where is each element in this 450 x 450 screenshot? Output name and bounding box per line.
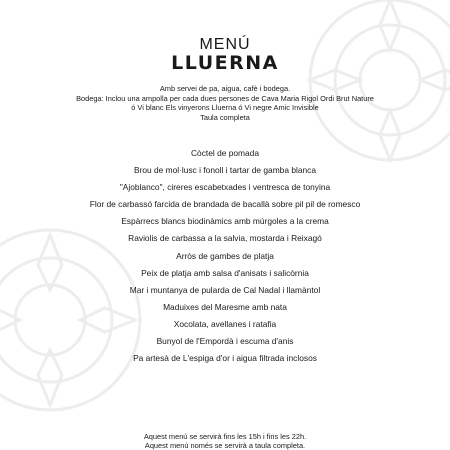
dish-item: Raviolis de carbassa a la salvia, mostarda i Reixagó [128, 233, 322, 244]
dish-list [0, 145, 450, 367]
dish-item: Flor de carbassó farcida de brandada de bacallà sobre pil pil de romesco [89, 199, 361, 210]
dish-item: Còctel de pomada [191, 148, 259, 158]
dish-item: Maduixes del Maresme amb nata [163, 301, 287, 312]
dish-item: "Ajoblanco", cireres escabetxades i ventresca de tonyina [119, 182, 331, 193]
dish-item: Peix de platja amb salsa d'anisats i salicòrnia [141, 267, 309, 278]
menu-footer [0, 432, 450, 450]
dish-item: Espàrrecs blancs biodinàmics amb múrgoles a la crema [121, 216, 329, 227]
intro-line: Bodega: Inclou una ampolla per cada dues persones de Cava Maria Rigol Ordi Brut Nature [76, 93, 374, 103]
dish-item: Brou de mol·lusc i fonoll i tartar de gamba blanca [133, 165, 317, 176]
dish-item: Arròs de gambes de platja [176, 250, 274, 261]
dish-item: Xocolata, avellanes i ratafia [173, 318, 277, 329]
dish-item: Pa artesà de L'espiga d'or i aigua filtrada inclosos [133, 353, 317, 364]
footer-line: Aquest menú només se servirà a taula completa. [144, 441, 306, 450]
intro-line: Amb servei de pa, aigua, cafè i bodega. [159, 84, 291, 93]
dish-item: Bunyol de l'Empordà i escuma d'anis [156, 336, 294, 347]
dish-item: Mar i muntanya de pularda de Cal Nadal i llamàntol [129, 284, 321, 295]
intro-line: ó Vi blanc Els vinyerons Lluerna ó Vi negre Amic Invisible [131, 103, 319, 112]
footer-line: Aquest menú se servirà fins les 15h i fins les 22h. [143, 432, 307, 441]
menu-intro [0, 84, 450, 122]
menu-title: MENÚ [199, 36, 251, 53]
menu-name: LLUERNA [171, 52, 279, 74]
intro-line: Taula completa [200, 112, 250, 122]
